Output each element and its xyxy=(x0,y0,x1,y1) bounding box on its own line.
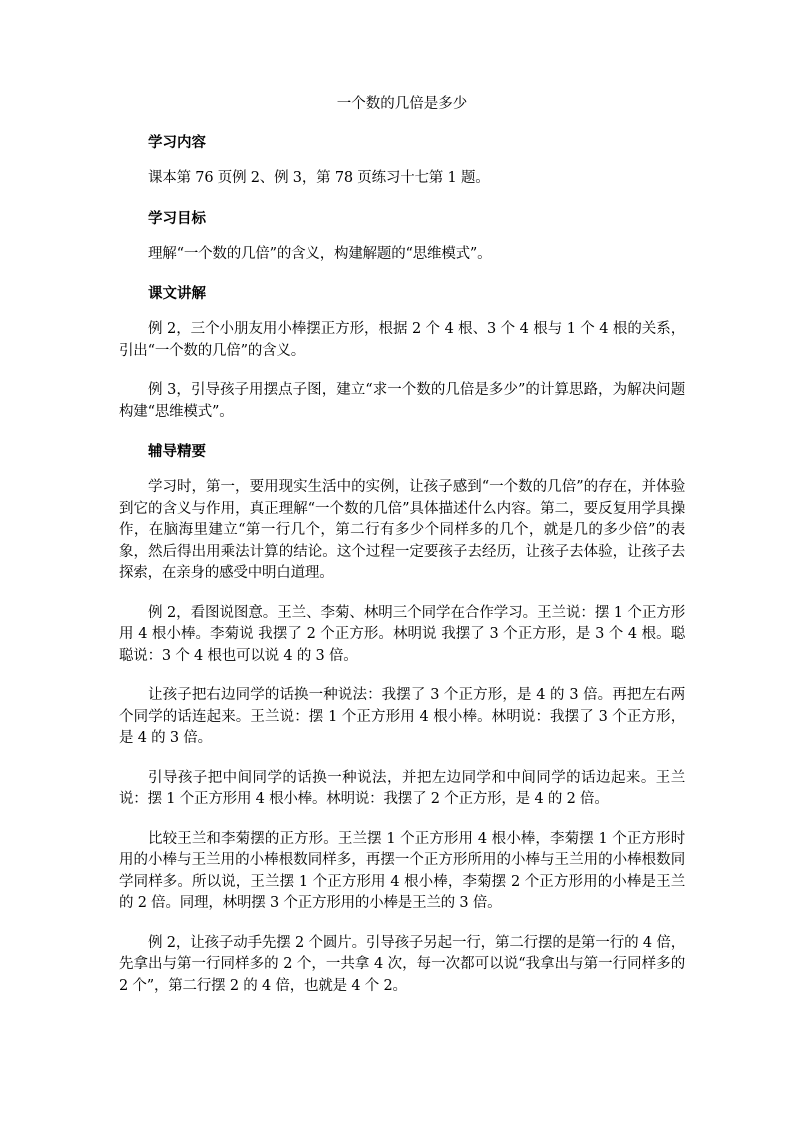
section-heading-learning-goals: 学习目标 xyxy=(148,209,206,227)
section-heading-learning-content: 学习内容 xyxy=(148,134,206,151)
paragraph: 理解“一个数的几倍”的含义，构建解题的“思维模式”。 xyxy=(148,245,492,262)
paragraph: 引导孩子把中间同学的话换一种说法，并把左边同学和中间同学的话边起来。王兰说：摆 1 个正方形用 4 根小棒。林明说：我摆了 2 个正方形，是 4 的 2 倍。 xyxy=(119,769,685,807)
document-title: 一个数的几倍是多少 xyxy=(336,96,468,112)
paragraph: 例 2，三个小朋友用小棒摆正方形，根据 2 个 4 根、3 个 4 根与 1 个 4 根的关系，引出“一个数的几倍”的含义。 xyxy=(119,321,685,359)
paragraph: 学习时，第一，要用现实生活中的实例，让孩子感到“一个数的几倍”的存在，并体验到它的含义与作用，真正理解“一个数的几倍”具体描述什么内容。第二，要反复用学具操作，在脑海里建立“第一行几个，第二行有多少个同样多的几个，就是几的多少倍”的表象，然后得出用乘法计算的结论。这个过程一定要孩子去经历，让孩子去体验，让孩子去探索，在亲身的感受中明白道理。 xyxy=(119,479,685,581)
paragraph: 让孩子把右边同学的话换一种说法：我摆了 3 个正方形，是 4 的 3 倍。再把左右两个同学的话连起来。王兰说：摆 1 个正方形用 4 根小棒。林明说：我摆了 3 个正方形，是 4 的 3 倍。 xyxy=(119,687,685,746)
paragraph: 课本第 76 页例 2、例 3，第 78 页练习十七第 1 题。 xyxy=(148,170,490,186)
paragraph: 例 2，让孩子动手先摆 2 个圆片。引导孩子另起一行，第二行摆的是第一行的 4 倍，先拿出与第一行同样多的 2 个，一共拿 4 次，每一次都可以说“我拿出与第一行同样多的 2 个”，第二行摆 2 的 4 倍，也就是 4 个 2。 xyxy=(119,934,685,994)
document-body xyxy=(119,93,685,1015)
paragraph: 例 2，看图说图意。王兰、李菊、林明三个同学在合作学习。王兰说：摆 1 个正方形用 4 根小棒。李菊说 我摆了 2 个正方形。林明说 我摆了 3 个正方形，是 3 个 4 根。聪聪说：3 个 4 根也可以说 4 的 3 倍。 xyxy=(119,604,685,664)
section-heading-tutoring-essentials: 辅导精要 xyxy=(148,443,206,460)
section-heading-lesson-explanation: 课文讲解 xyxy=(148,285,206,302)
paragraph: 比较王兰和李菊摆的正方形。王兰摆 1 个正方形用 4 根小棒，李菊摆 1 个正方形时用的小棒与王兰用的小棒根数同样多，再摆一个正方形所用的小棒与王兰用的小棒根数同学同样多。所以说，王兰摆 1 个正方形用 4 根小棒，李菊摆 2 个正方形用的小棒是王兰的 2 倍。同理，林明摆 3 个正方形用的小棒是王兰的 3 倍。 xyxy=(119,830,685,911)
paragraph: 例 3，引导孩子用摆点子图，建立“求一个数的几倍是多少”的计算思路，为解决问题构建“思维模式”。 xyxy=(119,382,685,420)
